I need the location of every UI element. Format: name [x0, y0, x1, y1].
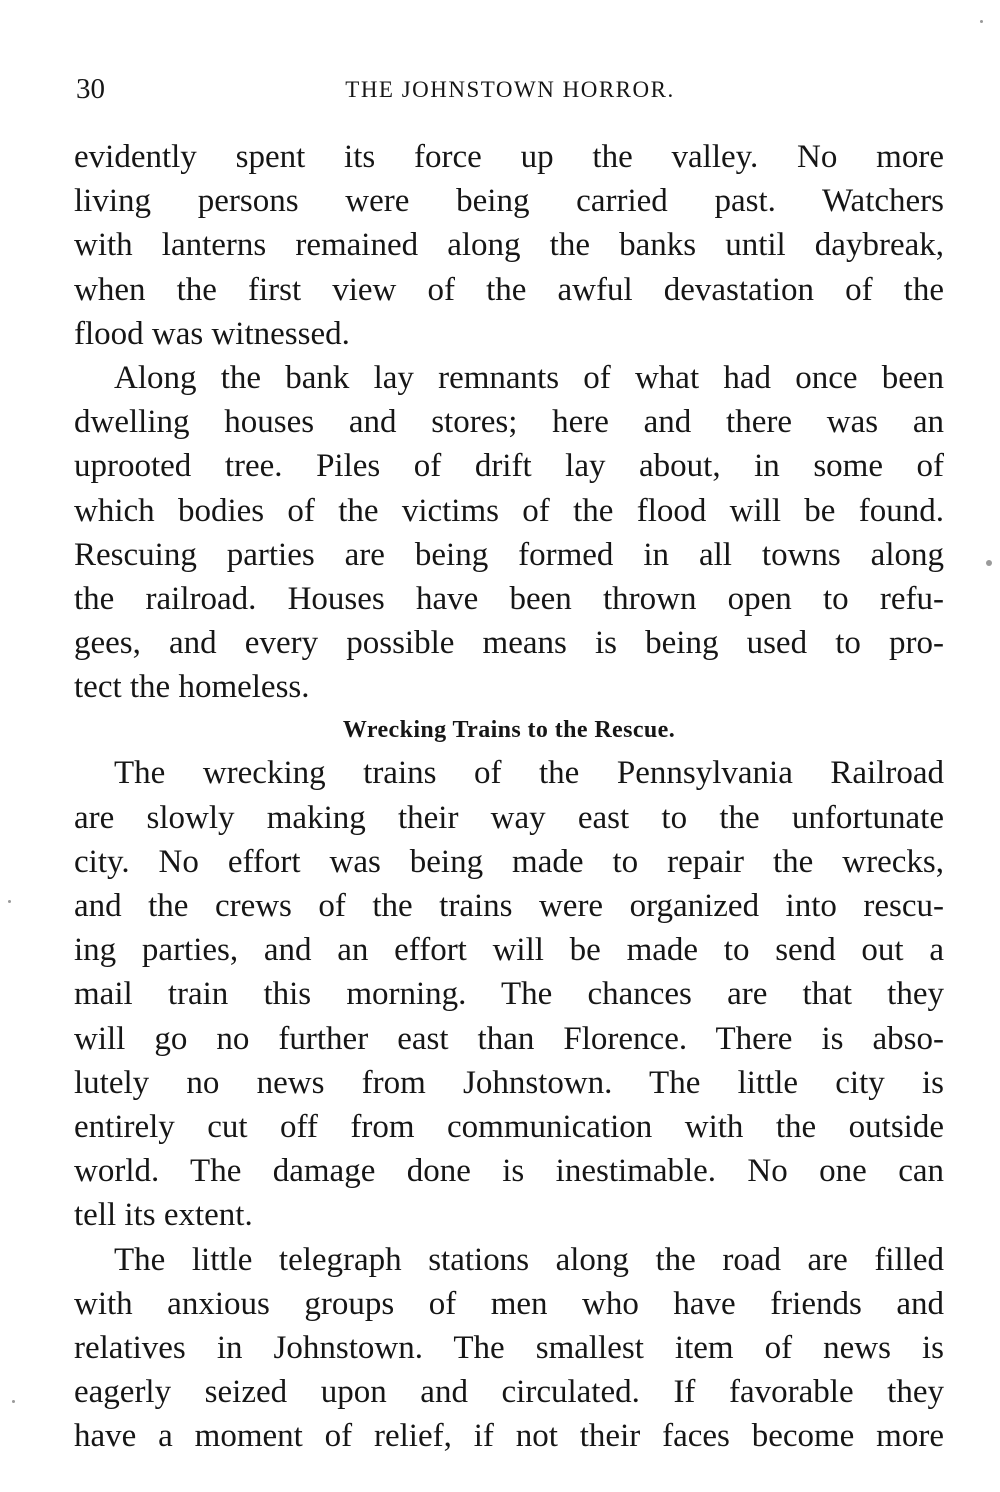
text-line: gees, and every possible means is being used to pro- [74, 625, 944, 662]
text-line: when the first view of the awful devastation of the [74, 271, 944, 308]
section-heading: Wrecking Trains to the Rescue. [342, 717, 676, 744]
scan-speck [986, 560, 992, 566]
paragraph [74, 135, 944, 356]
scan-speck [980, 20, 983, 23]
text-line: relatives in Johnstown. The smallest item of news is [74, 1329, 944, 1366]
text-line: entirely cut off from communication with the outside [74, 1108, 944, 1145]
text-line: flood was witnessed. [74, 315, 350, 352]
text-line: mail train this morning. The chances are that they [74, 976, 944, 1013]
text-line: world. The damage done is inestimable. No one can [74, 1153, 944, 1190]
text-line: evidently spent its force up the valley. No more [74, 139, 944, 175]
paragraph [74, 751, 944, 1237]
text-line: lutely no news from Johnstown. The little city is [74, 1064, 944, 1101]
scan-speck [12, 1400, 15, 1403]
text-line: eagerly seized upon and circulated. If favorable they [74, 1374, 944, 1411]
text-line: and the crews of the trains were organized into rescu- [74, 888, 944, 924]
page-number: 30 [76, 73, 105, 105]
text-line: will go no further east than Florence. There is abso- [74, 1020, 944, 1057]
text-line: which bodies of the victims of the flood will be found. [74, 492, 944, 529]
text-line: Rescuing parties are being formed in all towns along [74, 536, 944, 573]
text-line: tect the homeless. [74, 669, 310, 706]
text-line: uprooted tree. Piles of drift lay about, in some of [74, 448, 944, 485]
scan-speck [8, 900, 11, 903]
paragraph [74, 356, 944, 710]
text-line: living persons were being carried past. Watchers [74, 183, 944, 220]
text-line: tell its extent. [74, 1197, 253, 1234]
text-line: The little telegraph stations along the road are filled [114, 1241, 944, 1278]
text-line: Along the bank lay remnants of what had once been [114, 359, 944, 396]
text-line: dwelling houses and stores; here and there was an [74, 404, 944, 441]
paragraph [74, 1238, 944, 1459]
text-line: are slowly making their way east to the unfortunate [74, 799, 944, 836]
text-line: city. No effort was being made to repair the wrecks, [74, 843, 944, 880]
text-line: with lanterns remained along the banks until daybreak, [74, 227, 944, 264]
text-line: ing parties, and an effort will be made to send out a [74, 932, 944, 969]
text-line: have a moment of relief, if not their faces become more [74, 1418, 944, 1455]
text-line: The wrecking trains of the Pennsylvania Railroad [114, 755, 944, 792]
page-body [74, 135, 944, 1458]
page-header [76, 72, 944, 108]
text-line: with anxious groups of men who have friends and [74, 1285, 944, 1322]
running-title: THE JOHNSTOWN HORROR. [345, 77, 675, 102]
text-line: the railroad. Houses have been thrown open to refu- [74, 580, 944, 617]
